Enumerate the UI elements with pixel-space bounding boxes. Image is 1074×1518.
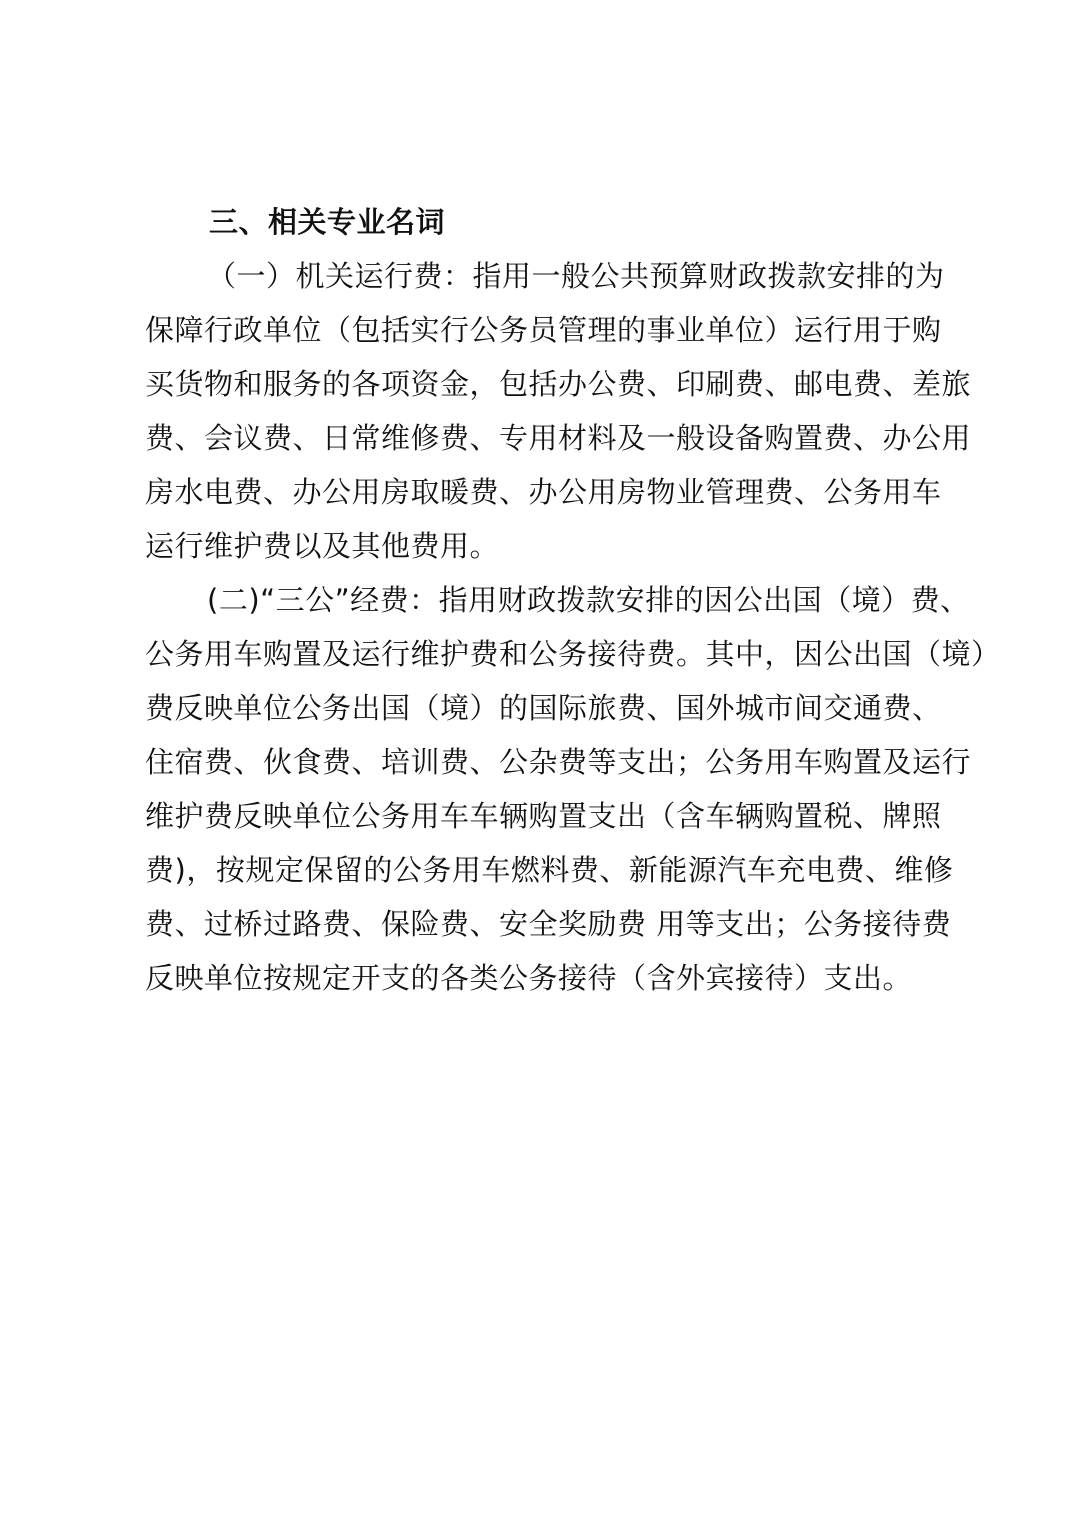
paragraph-line: 反映单位按规定开支的各类公务接待（含外宾接待）支出。	[145, 961, 913, 995]
paragraph-line: 保障行政单位（包括实行公务员管理的事业单位）运行用于购	[145, 313, 942, 347]
paragraph-operating-expenses	[145, 249, 972, 573]
paragraph-line: 买货物和服务的各项资金，包括办公费、印刷费、邮电费、差旅	[145, 367, 972, 401]
paragraph-line: （一）机关运行费：指用一般公共预算财政拨款安排的为	[207, 259, 945, 293]
paragraph-line: 住宿费、伙食费、培训费、公杂费等支出；公务用车购置及运行	[145, 745, 972, 779]
document-body	[145, 195, 1001, 1005]
paragraph-line: 费反映单位公务出国（境）的国际旅费、国外城市间交通费、	[145, 691, 942, 725]
paragraph-line: 公务用车购置及运行维护费和公务接待费。其中，因公出国（境）	[145, 637, 1001, 671]
paragraph-line: 费、会议费、日常维修费、专用材料及一般设备购置费、办公用	[145, 421, 972, 455]
paragraph-line: (二)“三公”经费：指用财政拨款安排的因公出国（境）费、	[207, 583, 970, 617]
paragraph-three-public-expenses	[145, 573, 1001, 1005]
paragraph-line: 维护费反映单位公务用车车辆购置支出（含车辆购置税、牌照	[145, 799, 942, 833]
paragraph-line: 费)，按规定保留的公务用车燃料费、新能源汽车充电费、维修	[145, 853, 954, 887]
paragraph-line: 房水电费、办公用房取暖费、办公用房物业管理费、公务用车	[145, 475, 942, 509]
paragraph-line: 费、过桥过路费、保险费、安全奖励费 用等支出；公务接待费	[145, 907, 952, 941]
paragraph-line: 运行维护费以及其他费用。	[145, 529, 500, 563]
section-heading: 三、相关专业名词	[209, 205, 446, 239]
